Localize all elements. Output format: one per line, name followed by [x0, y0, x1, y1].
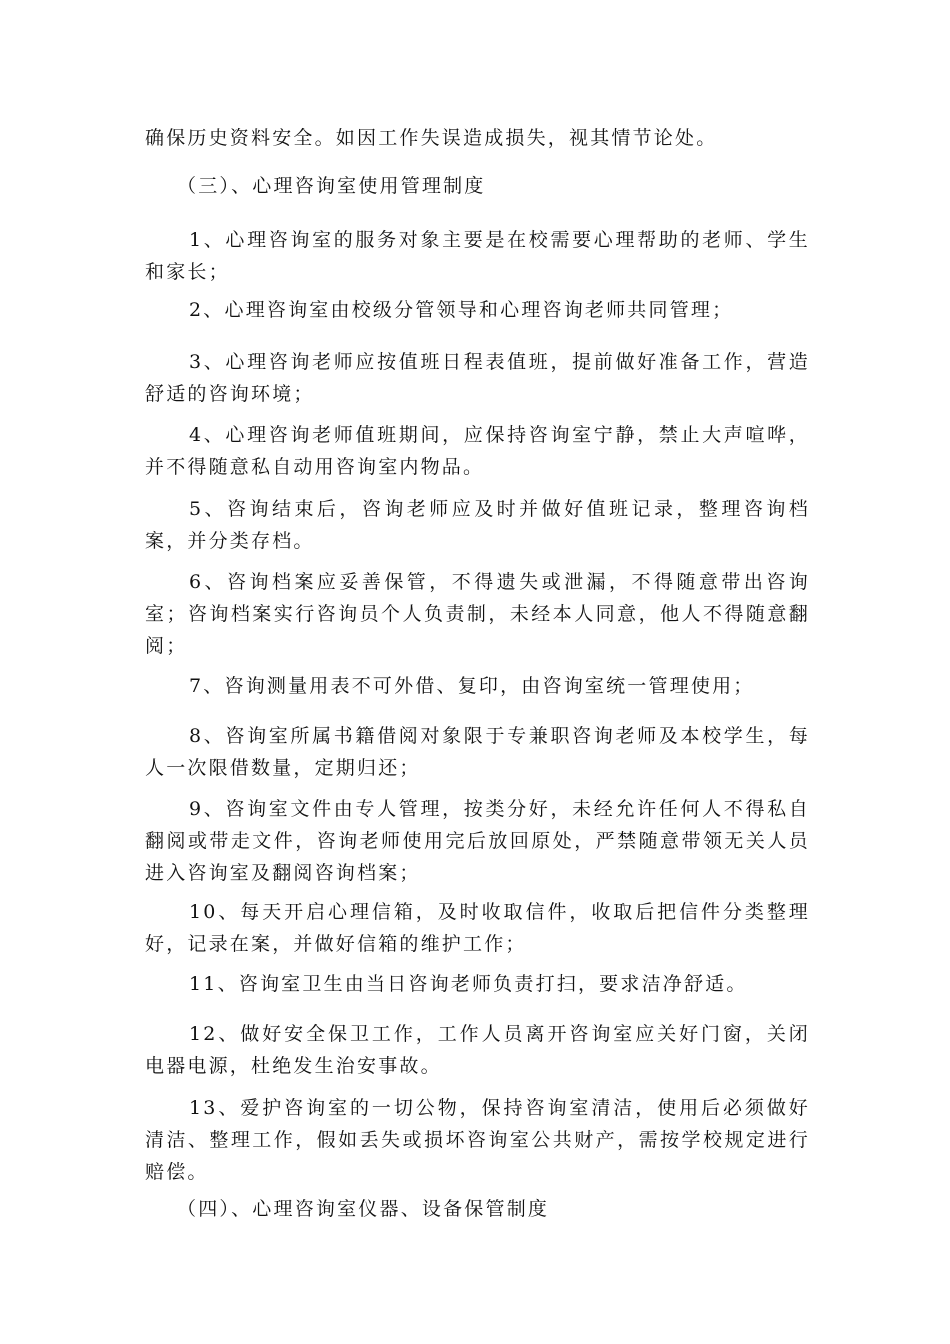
rule-item-10: 10、每天开启心理信箱，及时收取信件，收取后把信件分类整理好，记录在案，并做好信箱的维护工作；	[145, 901, 810, 955]
rule-item-2: 2、心理咨询室由校级分管领导和心理咨询老师共同管理；	[189, 299, 734, 321]
rule-item-13: 13、爱护咨询室的一切公物，保持咨询室清洁，使用后必须做好清洁、整理工作，假如丢失或损坏咨询室公共财产，需按学校规定进行赔偿。	[145, 1097, 810, 1183]
section-heading-4: （四）、心理咨询室仪器、设备保管制度	[177, 1198, 550, 1220]
rule-item-5: 5、咨询结束后，咨询老师应及时并做好值班记录，整理咨询档案，并分类存档。	[145, 498, 810, 552]
rule-item-1: 1、心理咨询室的服务对象主要是在校需要心理帮助的老师、学生和家长；	[145, 229, 810, 283]
rule-item-7: 7、咨询测量用表不可外借、复印，由咨询室统一管理使用；	[189, 675, 755, 697]
rule-item-8: 8、咨询室所属书籍借阅对象限于专兼职咨询老师及本校学生，每人一次限借数量，定期归还；	[145, 725, 810, 779]
rule-item-11: 11、咨询室卫生由当日咨询老师负责打扫，要求洁净舒适。	[189, 973, 748, 995]
rule-item-3: 3、心理咨询老师应按值班日程表值班，提前做好准备工作，营造舒适的咨询环境；	[145, 351, 810, 405]
section-heading-3: （三）、心理咨询室使用管理制度	[177, 175, 486, 197]
rule-item-4: 4、心理咨询老师值班期间，应保持咨询室宁静，禁止大声喧哗，并不得随意私自动用咨询室内物品。	[145, 424, 810, 478]
rule-item-9: 9、咨询室文件由专人管理，按类分好，未经允许任何人不得私自翻阅或带走文件，咨询老师使用完后放回原处，严禁随意带领无关人员进入咨询室及翻阅咨询档案；	[145, 798, 810, 884]
rule-item-12: 12、做好安全保卫工作，工作人员离开咨询室应关好门窗，关闭电器电源，杜绝发生治安事故。	[145, 1023, 810, 1077]
continuation-paragraph: 确保历史资料安全。如因工作失误造成损失，视其情节论处。	[145, 127, 718, 149]
rule-item-6: 6、咨询档案应妥善保管，不得遗失或泄漏，不得随意带出咨询室；咨询档案实行咨询员个人负责制，未经本人同意，他人不得随意翻阅；	[145, 571, 810, 657]
